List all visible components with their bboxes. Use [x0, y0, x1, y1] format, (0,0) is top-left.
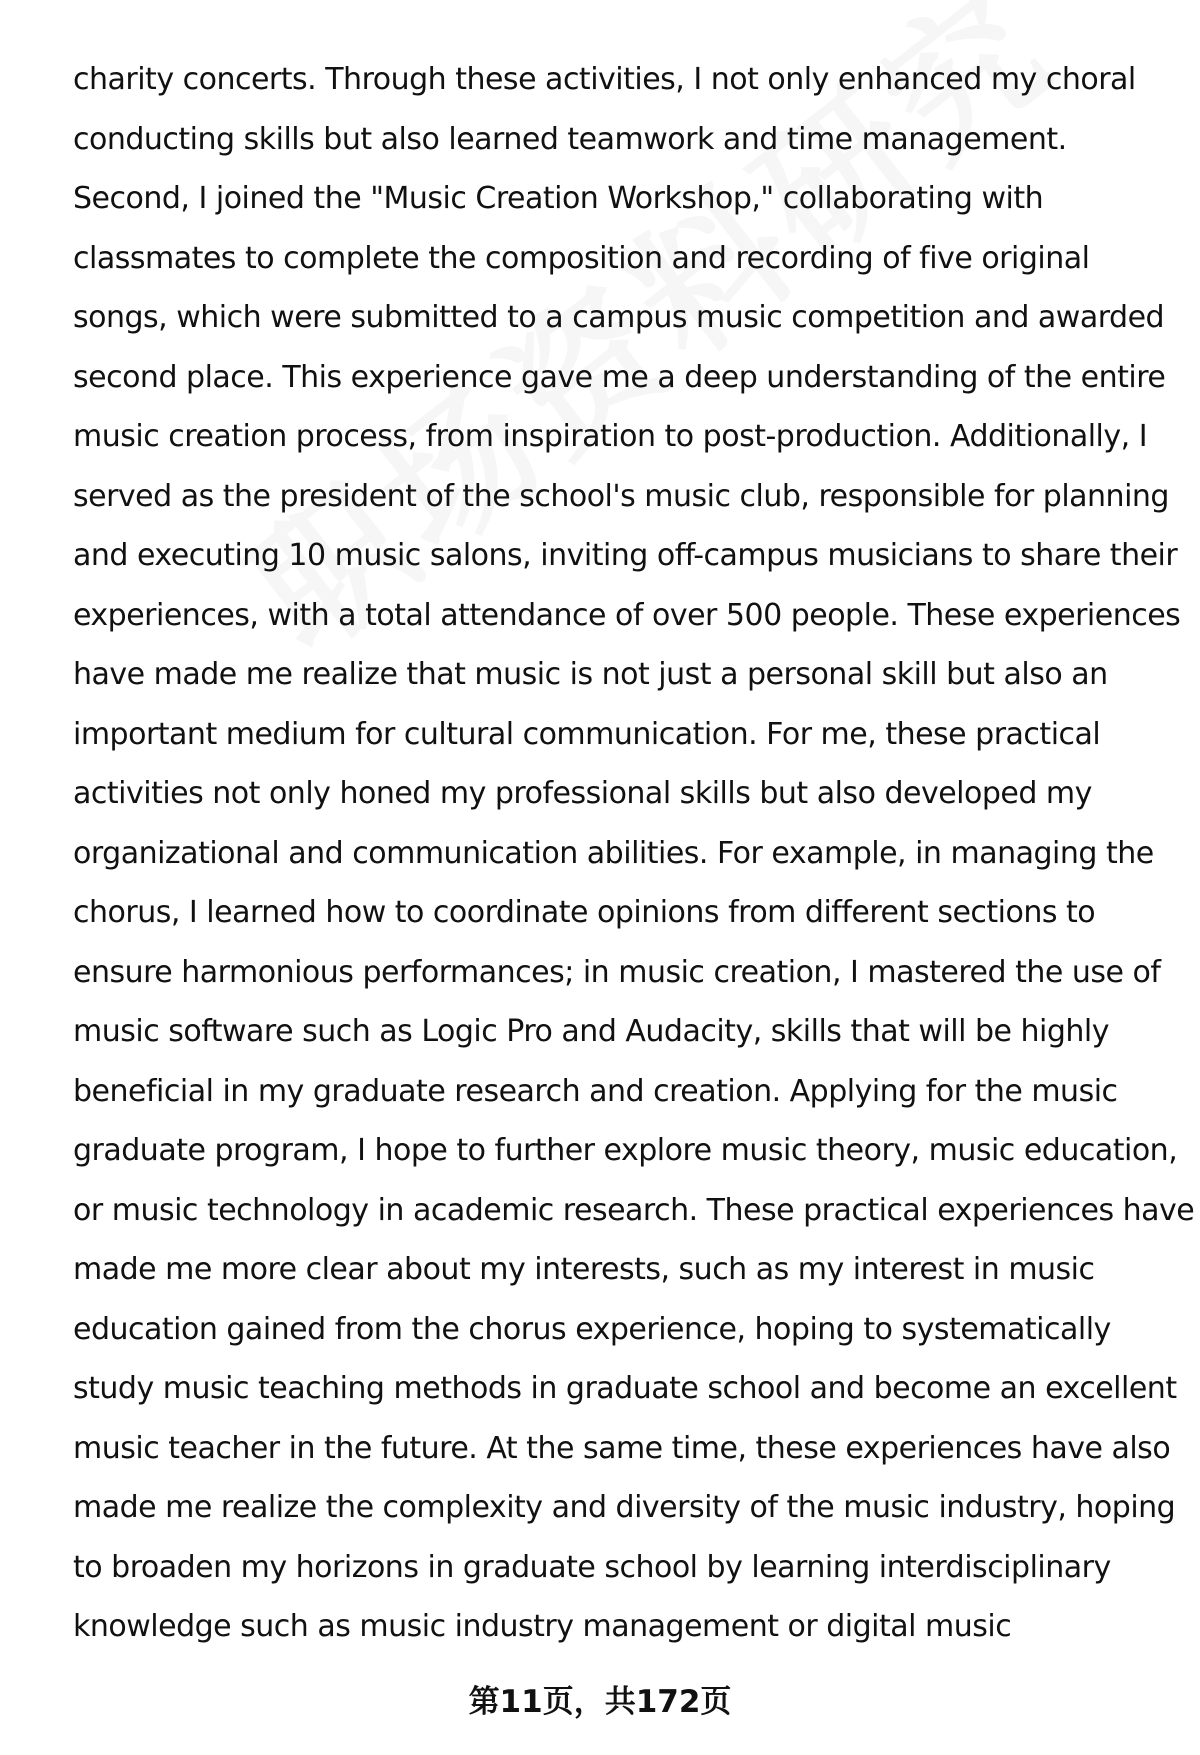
- text-line: and executing 10 music salons, inviting off-campus musicians to share their: [73, 538, 1178, 573]
- text-line: graduate program, I hope to further explore music theory, music education,: [73, 1133, 1178, 1168]
- text-line: music creation process, from inspiration to post-production. Additionally, I: [73, 419, 1148, 454]
- text-line: activities not only honed my professional skills but also developed my: [73, 776, 1092, 811]
- text-line: have made me realize that music is not just a personal skill but also an: [73, 657, 1108, 692]
- page-number: 第11页，共172页: [468, 1684, 732, 1720]
- text-line: made me realize the complexity and diversity of the music industry, hoping: [73, 1490, 1176, 1525]
- text-line: organizational and communication abilities. For example, in managing the: [73, 835, 1154, 871]
- text-line: ensure harmonious performances; in music creation, I mastered the use of: [73, 954, 1161, 990]
- text-line: knowledge such as music industry management or digital music: [73, 1609, 1012, 1644]
- text-line: important medium for cultural communication. For me, these practical: [73, 716, 1101, 752]
- body-text: [73, 50, 1195, 1657]
- text-line: charity concerts. Through these activities, I not only enhanced my choral: [73, 62, 1136, 97]
- text-line: music teacher in the future. At the same time, these experiences have also: [73, 1430, 1171, 1466]
- text-line: songs, which were submitted to a campus music competition and awarded: [73, 300, 1165, 335]
- text-line: to broaden my horizons in graduate school by learning interdisciplinary: [73, 1549, 1111, 1585]
- text-line: or music technology in academic research. These practical experiences have: [73, 1192, 1195, 1228]
- text-line: music software such as Logic Pro and Audacity, skills that will be highly: [73, 1014, 1110, 1049]
- text-line: Second, I joined the "Music Creation Workshop," collaborating with: [73, 181, 1044, 216]
- text-line: beneficial in my graduate research and creation. Applying for the music: [73, 1073, 1118, 1109]
- text-line: study music teaching methods in graduate school and become an excellent: [73, 1371, 1177, 1406]
- text-line: classmates to complete the composition and recording of five original: [73, 240, 1090, 276]
- text-line: made me more clear about my interests, such as my interest in music: [73, 1252, 1095, 1287]
- text-line: education gained from the chorus experience, hoping to systematically: [73, 1311, 1111, 1347]
- text-line: chorus, I learned how to coordinate opinions from different sections to: [73, 895, 1096, 930]
- text-line: second place. This experience gave me a deep understanding of the entire: [73, 359, 1166, 395]
- text-line: experiences, with a total attendance of over 500 people. These experiences: [73, 597, 1181, 633]
- text-line: conducting skills but also learned teamwork and time management.: [73, 121, 1067, 157]
- text-line: served as the president of the school's music club, responsible for planning: [73, 478, 1169, 514]
